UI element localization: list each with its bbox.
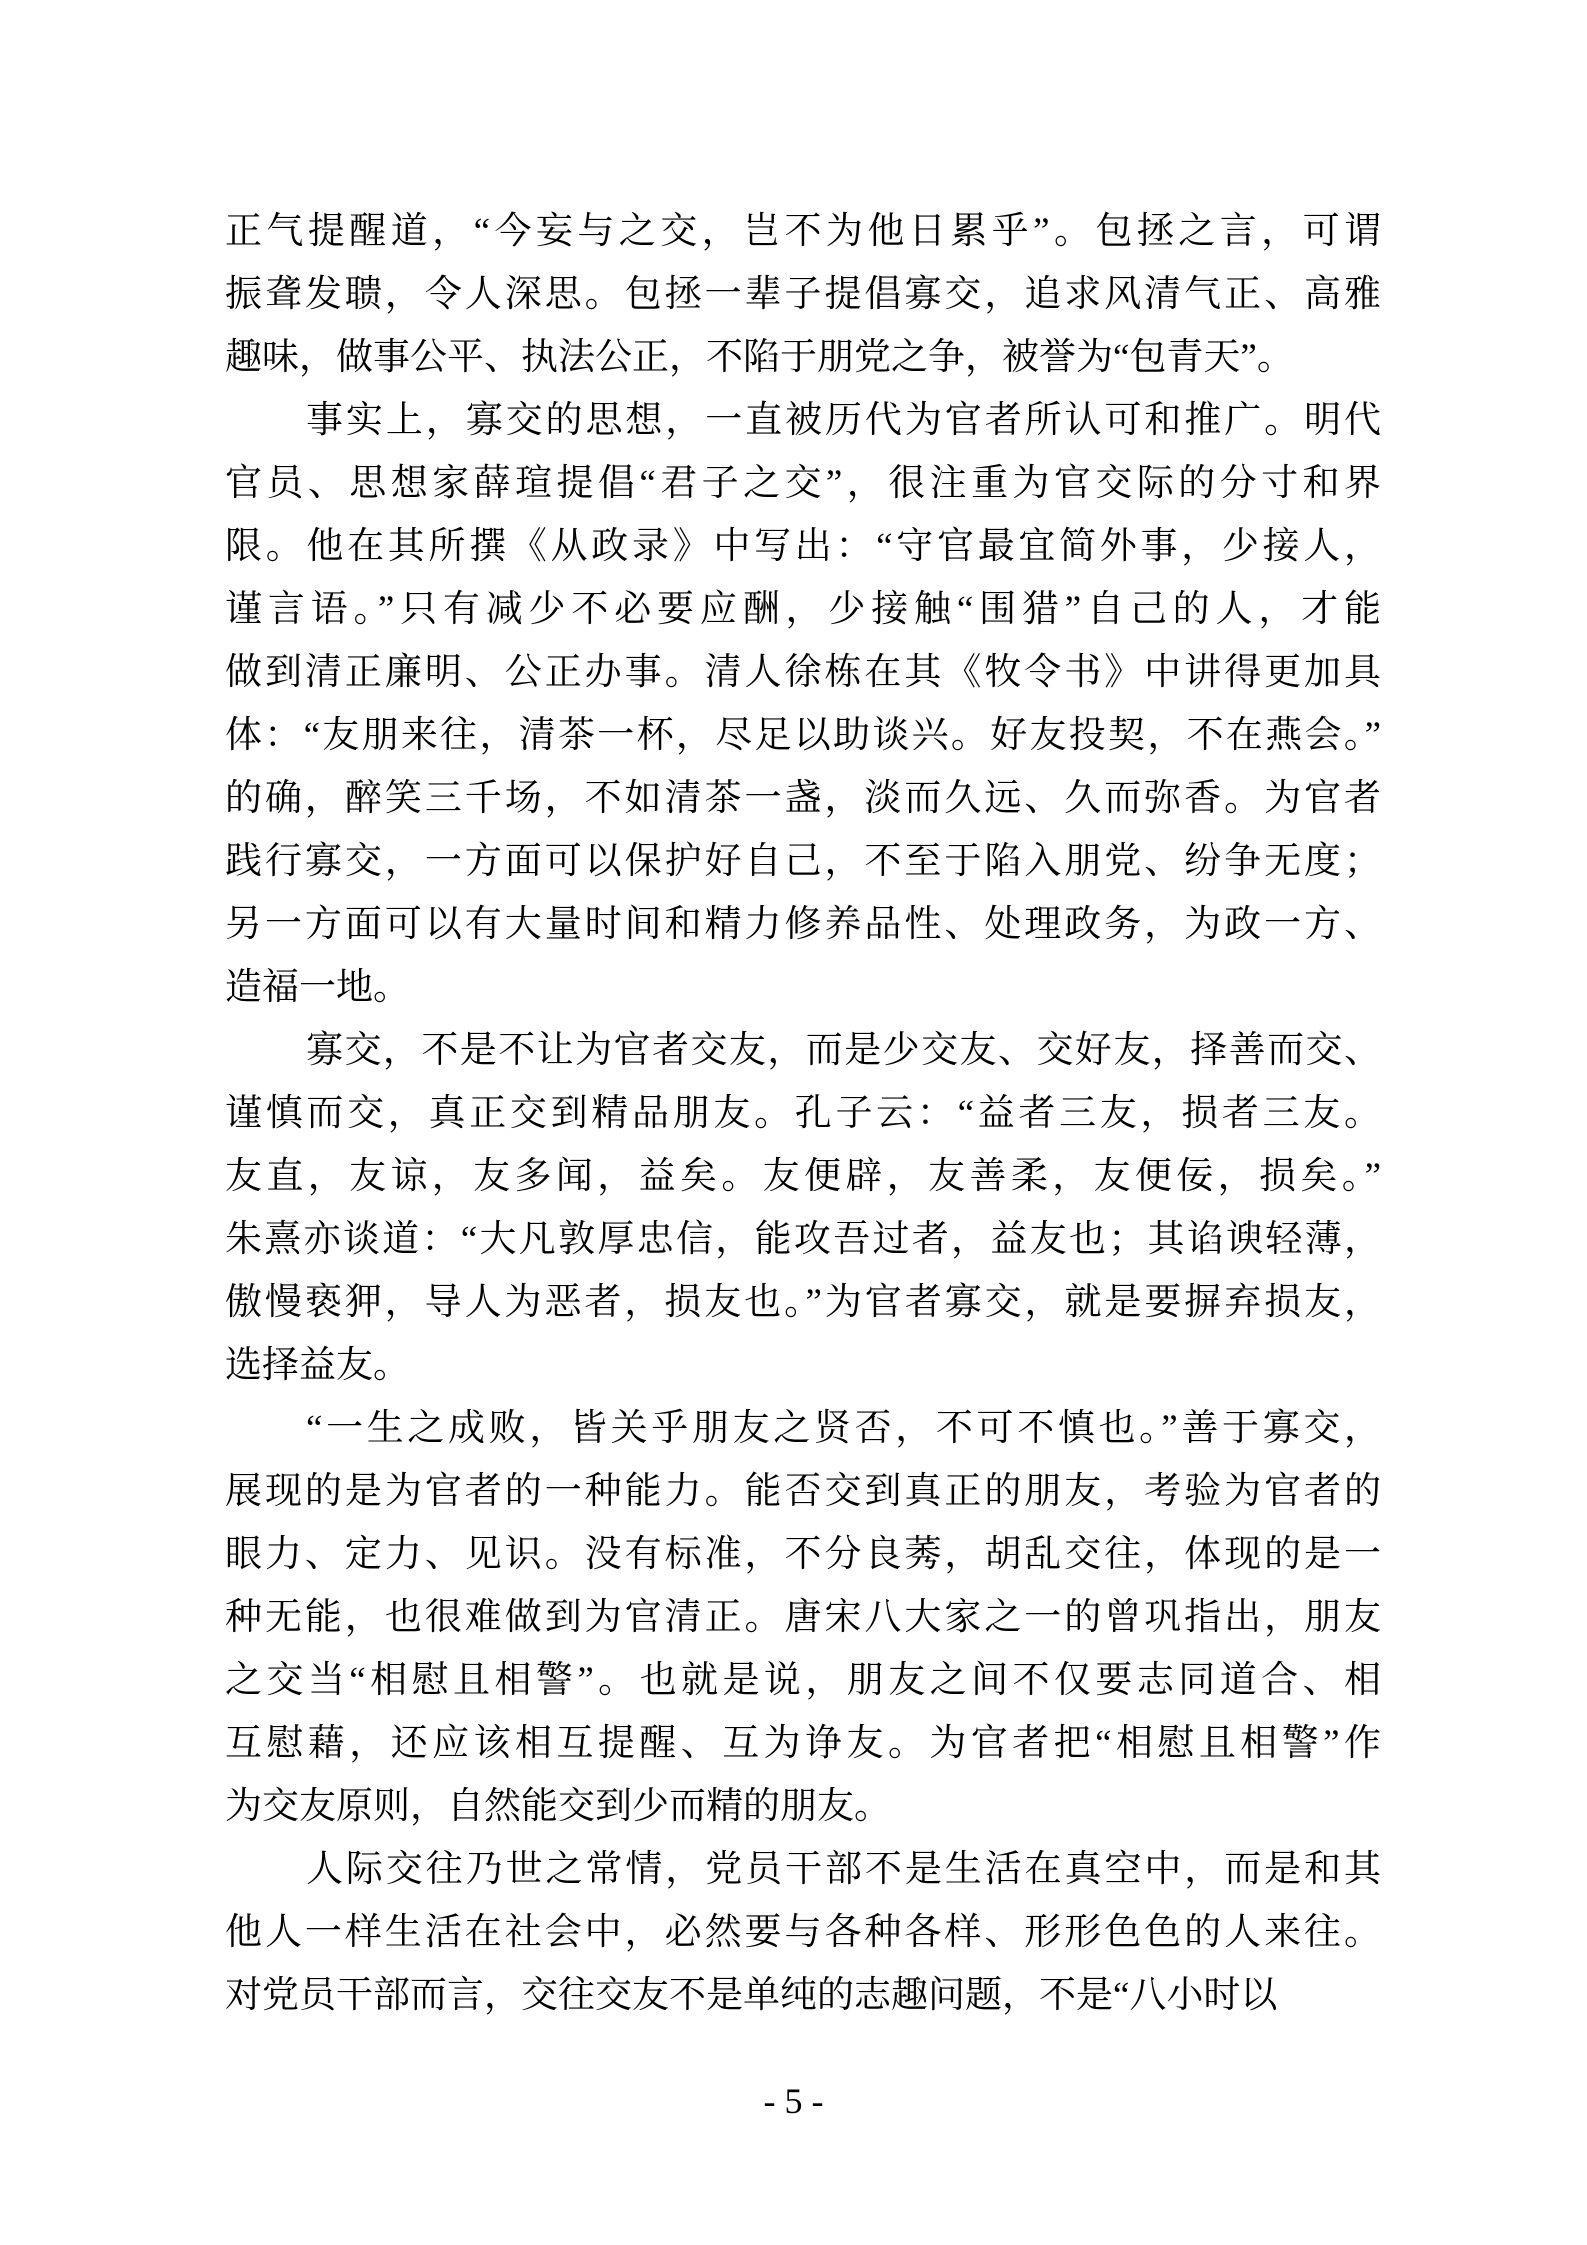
text-line: 正气提醒道，“今妄与之交，岂不为他日累乎”。包拯之言，可谓: [225, 211, 1381, 252]
text-line: 眼力、定力、见识。没有标准，不分良莠，胡乱交往，体现的是一: [225, 1534, 1381, 1575]
text-line: 践行寡交，一方面可以保护好自己，不至于陷入朋党、纷争无度；: [225, 841, 1381, 882]
paragraph: [225, 389, 1381, 1019]
text-line: 振聋发聩，令人深思。包拯一辈子提倡寡交，追求风清气正、高雅: [225, 274, 1381, 315]
text-line: 之交当“相慰且相警”。也就是说，朋友之间不仅要志同道合、相: [225, 1660, 1381, 1701]
paragraph: [225, 1838, 1381, 2027]
text-line: 另一方面可以有大量时间和精力修养品性、处理政务，为政一方、: [225, 904, 1381, 945]
page-number: - 5 -: [763, 2081, 824, 2121]
text-line: 谨慎而交，真正交到精品朋友。孔子云：“益者三友，损者三友。: [225, 1093, 1381, 1134]
text-line: 选择益友。: [225, 1345, 410, 1386]
text-line: 谨言语。”只有减少不必要应酬，少接触“围猎”自己的人，才能: [225, 589, 1381, 630]
text-line: “一生之成败，皆关乎朋友之贤否，不可不慎也。”善于寡交，: [306, 1408, 1381, 1449]
text-line: 友直，友谅，友多闻，益矣。友便辟，友善柔，友便佞，损矣。”: [225, 1156, 1381, 1197]
text-line: 种无能，也很难做到为官清正。唐宋八大家之一的曾巩指出，朋友: [225, 1597, 1381, 1638]
paragraph: [225, 1397, 1381, 1838]
text-line: 展现的是为官者的一种能力。能否交到真正的朋友，考验为官者的: [225, 1471, 1381, 1512]
text-line: 朱熹亦谈道：“大凡敦厚忠信，能攻吾过者，益友也；其谄谀轻薄，: [225, 1219, 1381, 1260]
text-line: 事实上，寡交的思想，一直被历代为官者所认可和推广。明代: [306, 400, 1381, 441]
text-line: 寡交，不是不让为官者交友，而是少交友、交好友，择善而交、: [306, 1030, 1381, 1071]
text-line: 互慰藉，还应该相互提醒、互为诤友。为官者把“相慰且相警”作: [225, 1723, 1381, 1764]
text-line: 官员、思想家薛瑄提倡“君子之交”，很注重为官交际的分寸和界: [225, 463, 1381, 504]
text-line: 傲慢亵狎，导人为恶者，损友也。”为官者寡交，就是要摒弃损友，: [225, 1282, 1381, 1323]
text-line: 的确，醉笑三千场，不如清茶一盏，淡而久远、久而弥香。为官者: [225, 778, 1381, 819]
text-line: 他人一样生活在社会中，必然要与各种各样、形形色色的人来往。: [225, 1912, 1381, 1953]
text-line: 造福一地。: [225, 967, 410, 1008]
text-line: 体：“友朋来往，清茶一杯，尽足以助谈兴。好友投契，不在燕会。”: [225, 715, 1381, 756]
document-body: [225, 200, 1381, 2027]
paragraph: [225, 200, 1381, 389]
text-line: 限。他在其所撰《从政录》中写出：“守官最宜简外事，少接人，: [225, 526, 1381, 567]
paragraph: [225, 1019, 1381, 1397]
text-line: 对党员干部而言，交往交友不是单纯的志趣问题，不是“八小时以: [225, 1975, 1278, 2016]
text-line: 为交友原则，自然能交到少而精的朋友。: [225, 1786, 891, 1827]
text-line: 趣味，做事公平、执法公正，不陷于朋党之争，被誉为“包青天”。: [225, 337, 1294, 378]
text-line: 人际交往乃世之常情，党员干部不是生活在真空中，而是和其: [306, 1849, 1381, 1890]
text-line: 做到清正廉明、公正办事。清人徐栋在其《牧令书》中讲得更加具: [225, 652, 1381, 693]
